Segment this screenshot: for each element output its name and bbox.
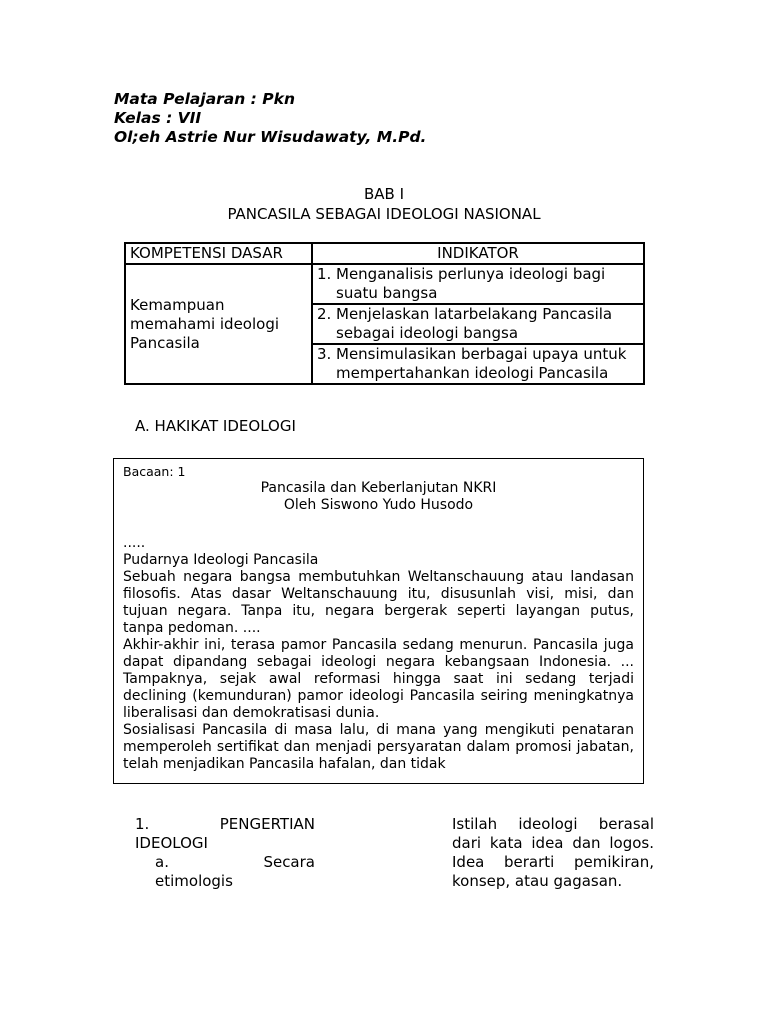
definition-paragraph: Istilah ideologi berasal dari kata idea dan logos. Idea berarti pemikiran, konsep, atau gagasan. — [452, 815, 654, 890]
reading-title: Pancasila dan Keberlanjutan NKRI — [260, 480, 497, 496]
chapter-title: PANCASILA SEBAGAI IDEOLOGI NASIONAL — [227, 205, 541, 223]
chapter-number: BAB I — [363, 185, 405, 203]
competency-table — [124, 242, 645, 385]
indicator-cell — [312, 344, 644, 384]
indicator-text: Menjelaskan latarbelakang Pancasila sebagai ideologi bangsa — [336, 305, 613, 342]
class-line: Kelas : VII — [114, 109, 202, 127]
indicator-text: Menganalisis perlunya ideologi bagi suatu bangsa — [336, 265, 606, 302]
subsection-heading — [135, 815, 315, 891]
chapter-heading — [0, 184, 768, 224]
reading-subheading: Pudarnya Ideologi Pancasila — [123, 552, 319, 568]
section-heading-a: A. HAKIKAT IDEOLOGI — [135, 417, 296, 435]
kompetensi-cell: Kemampuan memahami ideologi Pancasila — [125, 264, 312, 384]
document-header — [114, 90, 426, 147]
subject-line: Mata Pelajaran : Pkn — [114, 90, 295, 108]
sub-item-letter: a. — [155, 853, 169, 871]
reading-author: Oleh Siswono Yudo Husodo — [283, 497, 474, 513]
subsection-title-word: PENGERTIAN — [219, 815, 315, 833]
reading-paragraph: Akhir-akhir ini, terasa pamor Pancasila sedang menurun. Pancasila juga dapat dipandang sebagai ideologi negara kebangsaan Indonesia. ... Tampaknya, sejak awal reformasi hingga saat ini sedang terjadi declining (kemunduran) pamor ideologi Pancasila seiring meningkatnya liberalisasi dan demokratisasi dunia. — [123, 637, 634, 721]
table-header-row — [125, 243, 644, 264]
header-kompetensi-dasar: KOMPETENSI DASAR — [125, 243, 312, 264]
sub-item-word: Secara — [263, 853, 315, 871]
indicator-number: 2. — [317, 305, 332, 323]
reading-ellipsis: ..... — [123, 535, 146, 551]
author-line: Ol;eh Astrie Nur Wisudawaty, M.Pd. — [114, 128, 427, 146]
table-row — [125, 264, 644, 304]
reading-box — [113, 458, 644, 784]
indicator-text: Mensimulasikan berbagai upaya untuk mempertahankan ideologi Pancasila — [336, 345, 627, 382]
reading-paragraph: Sosialisasi Pancasila di masa lalu, di mana yang mengikuti penataran memperoleh sertifikat dan menjadi persyaratan dalam promosi jabatan, telah menjadikan Pancasila hafalan, dan tidak — [123, 722, 634, 772]
subsection-number: 1. — [135, 815, 150, 833]
header-indikator: INDIKATOR — [312, 243, 644, 264]
subsection-title-word: IDEOLOGI — [135, 834, 208, 852]
indicator-cell — [312, 304, 644, 344]
indicator-number: 3. — [317, 345, 332, 363]
reading-label: Bacaan: 1 — [123, 464, 186, 479]
indicator-number: 1. — [317, 265, 332, 283]
reading-paragraph: Sebuah negara bangsa membutuhkan Weltanschauung atau landasan filosofis. Atas dasar Weltanschauung itu, disusunlah visi, misi, dan tujuan negara. Tanpa itu, negara bergerak seperti layangan putus, tanpa pedoman. .... — [123, 569, 634, 636]
sub-item-word: etimologis — [155, 872, 233, 890]
indicator-cell — [312, 264, 644, 304]
